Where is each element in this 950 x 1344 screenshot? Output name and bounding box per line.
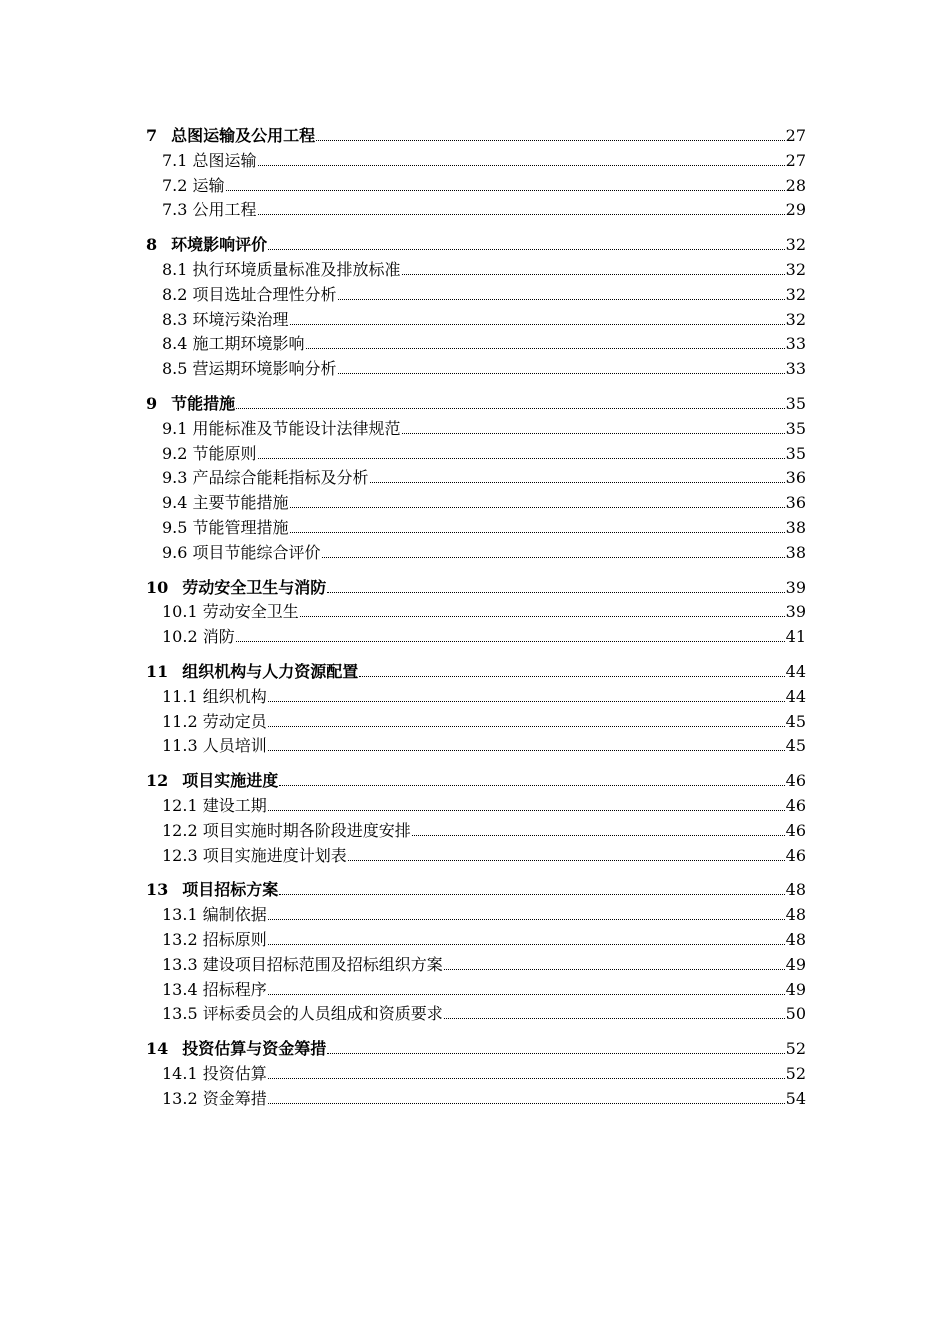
toc-leader-dots	[279, 785, 784, 786]
toc-chapter-title: 环境影响评价	[171, 235, 268, 255]
toc-section-row[interactable]	[146, 174, 806, 199]
toc-leader-dots	[338, 299, 785, 300]
toc-chapter-number: 9	[146, 393, 158, 413]
toc-page-number: 39	[785, 602, 806, 622]
toc-section-row[interactable]	[146, 928, 806, 953]
toc-section-row[interactable]	[146, 1002, 806, 1027]
toc-leader-dots	[258, 458, 785, 459]
toc-section-row[interactable]	[146, 1062, 806, 1087]
toc-entry-title: 12.1 建设工期	[162, 795, 267, 815]
toc-entry-title	[146, 233, 267, 258]
toc-leader-dots	[359, 676, 784, 677]
toc-leader-dots	[327, 592, 784, 593]
toc-leader-dots	[444, 969, 785, 970]
toc-entry-title: 13.4 招标程序	[162, 979, 267, 999]
toc-page-number: 27	[785, 126, 806, 145]
toc-leader-dots	[348, 860, 785, 861]
toc-leader-dots	[268, 1078, 785, 1079]
toc-leader-dots	[290, 324, 785, 325]
toc-page-number: 39	[785, 577, 806, 597]
toc-entry-title: 14.1 投资估算	[162, 1063, 267, 1083]
toc-leader-dots	[236, 641, 785, 642]
toc-entry-title: 9.4 主要节能措施	[162, 493, 289, 513]
toc-chapter-number: 14	[146, 1039, 169, 1059]
toc-entry-title: 9.6 项目节能综合评价	[162, 542, 321, 562]
toc-leader-dots	[322, 557, 785, 558]
toc-entry-title: 9.3 产品综合能耗指标及分析	[162, 468, 369, 488]
toc-chapter-row[interactable]	[146, 1037, 806, 1062]
toc-leader-dots	[316, 140, 784, 141]
toc-page-number: 29	[785, 200, 806, 220]
toc-page-number: 46	[785, 845, 806, 865]
toc-entry-title: 13.2 招标原则	[162, 929, 267, 949]
toc-leader-dots	[412, 835, 785, 836]
toc-page-number: 35	[785, 418, 806, 438]
toc-page-number: 35	[785, 393, 806, 413]
toc-section-row[interactable]	[146, 491, 806, 516]
toc-page-number: 46	[785, 795, 806, 815]
toc-leader-dots	[268, 750, 785, 751]
toc-page-number: 52	[785, 1063, 806, 1083]
toc-chapter-row[interactable]	[146, 878, 806, 903]
toc-section-row[interactable]	[146, 625, 806, 650]
toc-section-row[interactable]	[146, 442, 806, 467]
toc-page-number: 44	[785, 686, 806, 706]
toc-chapter-number: 10	[146, 577, 169, 597]
toc-chapter-title: 节能措施	[171, 393, 236, 413]
toc-leader-dots	[402, 274, 785, 275]
toc-section-row[interactable]	[146, 149, 806, 174]
toc-page-number: 49	[785, 979, 806, 999]
toc-page-number: 33	[785, 359, 806, 379]
toc-entry-title: 8.1 执行环境质量标准及排放标准	[162, 259, 401, 279]
toc-page-number: 28	[785, 175, 806, 195]
toc-section-row[interactable]	[146, 283, 806, 308]
toc-leader-dots	[306, 348, 785, 349]
toc-page-number: 41	[785, 627, 806, 647]
toc-section-row[interactable]	[146, 978, 806, 1003]
toc-chapter-row[interactable]	[146, 576, 806, 601]
toc-page-number: 48	[785, 880, 806, 900]
toc-entry-title	[146, 392, 235, 417]
toc-chapter-number: 12	[146, 771, 169, 791]
toc-leader-dots	[268, 1103, 785, 1104]
toc-page-number: 44	[785, 661, 806, 681]
toc-chapter-row[interactable]	[146, 660, 806, 685]
toc-leader-dots	[444, 1018, 785, 1019]
toc-chapter-title: 总图运输及公用工程	[171, 126, 316, 145]
toc-leader-dots	[268, 810, 785, 811]
toc-entry-title: 12.2 项目实施时期各阶段进度安排	[162, 820, 411, 840]
toc-leader-dots	[290, 507, 785, 508]
toc-chapter-title: 投资估算与资金筹措	[182, 1039, 327, 1059]
toc-page-number: 48	[785, 929, 806, 949]
toc-leader-dots	[279, 894, 784, 895]
toc-entry-title: 10.2 消防	[162, 627, 235, 647]
toc-entry-title: 7.2 运输	[162, 175, 225, 195]
toc-chapter-row[interactable]	[146, 233, 806, 258]
toc-entry-title: 8.2 项目选址合理性分析	[162, 284, 337, 304]
toc-chapter-number: 13	[146, 880, 169, 900]
toc-section-row[interactable]	[146, 198, 806, 223]
toc-section-row[interactable]	[146, 332, 806, 357]
toc-section-row[interactable]	[146, 794, 806, 819]
toc-entry-title: 13.2 资金筹措	[162, 1088, 267, 1108]
toc-entry-title: 9.5 节能管理措施	[162, 517, 289, 537]
toc-chapter-number: 7	[146, 126, 158, 145]
toc-chapter-row[interactable]	[146, 392, 806, 417]
toc-section-row[interactable]	[146, 953, 806, 978]
toc-leader-dots	[327, 1053, 784, 1054]
toc-chapter-title: 项目招标方案	[182, 880, 279, 900]
toc-leader-dots	[236, 408, 784, 409]
toc-chapter-title: 项目实施进度	[182, 771, 279, 791]
toc-page-number: 36	[785, 468, 806, 488]
toc-entry-title	[146, 576, 326, 601]
toc-page-number: 38	[785, 517, 806, 537]
toc-leader-dots	[268, 994, 785, 995]
toc-section-row[interactable]	[146, 600, 806, 625]
toc-leader-dots	[226, 190, 785, 191]
toc-leader-dots	[268, 701, 785, 702]
toc-page-number: 46	[785, 771, 806, 791]
toc-entry-title: 8.3 环境污染治理	[162, 309, 289, 329]
toc-section-row[interactable]	[146, 734, 806, 759]
toc-entry-title: 7.1 总图运输	[162, 150, 257, 170]
toc-leader-dots	[268, 726, 785, 727]
toc-entry-title	[146, 660, 358, 685]
toc-page-number: 52	[785, 1039, 806, 1059]
toc-entry-title: 13.5 评标委员会的人员组成和资质要求	[162, 1004, 443, 1024]
toc-page-number: 32	[785, 235, 806, 255]
toc-page-number: 46	[785, 820, 806, 840]
toc-section-row[interactable]	[146, 844, 806, 869]
toc-entry-title: 8.5 营运期环境影响分析	[162, 359, 337, 379]
toc-section-row[interactable]	[146, 710, 806, 735]
toc-page-number: 45	[785, 711, 806, 731]
toc-section-row[interactable]	[146, 258, 806, 283]
toc-page-number: 32	[785, 309, 806, 329]
toc-page-number: 45	[785, 736, 806, 756]
toc-leader-dots	[290, 532, 785, 533]
toc-page-number: 32	[785, 284, 806, 304]
toc-leader-dots	[268, 944, 785, 945]
toc-chapter-row[interactable]	[146, 769, 806, 794]
toc-page-number: 38	[785, 542, 806, 562]
toc-leader-dots	[268, 249, 784, 250]
toc-entry-title: 7.3 公用工程	[162, 200, 257, 220]
toc-entry-title: 10.1 劳动安全卫生	[162, 602, 299, 622]
toc-page-number: 49	[785, 954, 806, 974]
toc-page-number: 35	[785, 443, 806, 463]
toc-entry-title: 13.1 编制依据	[162, 905, 267, 925]
toc-leader-dots	[402, 433, 785, 434]
toc-leader-dots	[370, 482, 785, 483]
toc-section-row[interactable]	[146, 357, 806, 382]
toc-page-number: 27	[785, 150, 806, 170]
toc-leader-dots	[258, 214, 785, 215]
toc-leader-dots	[300, 616, 785, 617]
toc-section-row[interactable]	[146, 308, 806, 333]
toc-page-number: 36	[785, 493, 806, 513]
toc-page-number: 32	[785, 259, 806, 279]
toc-entry-title: 11.2 劳动定员	[162, 711, 267, 731]
toc-page-number: 33	[785, 334, 806, 354]
toc-section-row[interactable]	[146, 516, 806, 541]
toc-section-row[interactable]	[146, 417, 806, 442]
toc-leader-dots	[258, 165, 785, 166]
toc-entry-title: 8.4 施工期环境影响	[162, 334, 305, 354]
toc-entry-title: 9.1 用能标准及节能设计法律规范	[162, 418, 401, 438]
toc-page-number: 48	[785, 905, 806, 925]
toc-page-number: 50	[785, 1004, 806, 1024]
toc-section-row[interactable]	[146, 903, 806, 928]
toc-section-row[interactable]	[146, 685, 806, 710]
toc-section-row[interactable]	[146, 819, 806, 844]
toc-entry-title: 12.3 项目实施进度计划表	[162, 845, 347, 865]
toc-section-row[interactable]	[146, 1087, 806, 1112]
toc-chapter-title: 劳动安全卫生与消防	[182, 577, 327, 597]
toc-entry-title: 13.3 建设项目招标范围及招标组织方案	[162, 954, 443, 974]
toc-entry-title: 9.2 节能原则	[162, 443, 257, 463]
toc-leader-dots	[338, 373, 785, 374]
toc-chapter-title: 组织机构与人力资源配置	[182, 661, 359, 681]
toc-entry-title: 11.1 组织机构	[162, 686, 267, 706]
toc-section-row[interactable]	[146, 466, 806, 491]
toc-page-number: 54	[785, 1088, 806, 1108]
toc-chapter-number: 8	[146, 235, 158, 255]
toc-entry-title	[146, 124, 315, 149]
toc-chapter-row[interactable]	[146, 124, 806, 149]
toc-section-row[interactable]	[146, 541, 806, 566]
toc-entry-title	[146, 878, 278, 903]
toc-entry-title	[146, 1037, 326, 1062]
table-of-contents	[146, 124, 806, 1111]
toc-entry-title: 11.3 人员培训	[162, 736, 267, 756]
toc-entry-title	[146, 769, 278, 794]
toc-leader-dots	[268, 919, 785, 920]
toc-chapter-number: 11	[146, 661, 169, 681]
